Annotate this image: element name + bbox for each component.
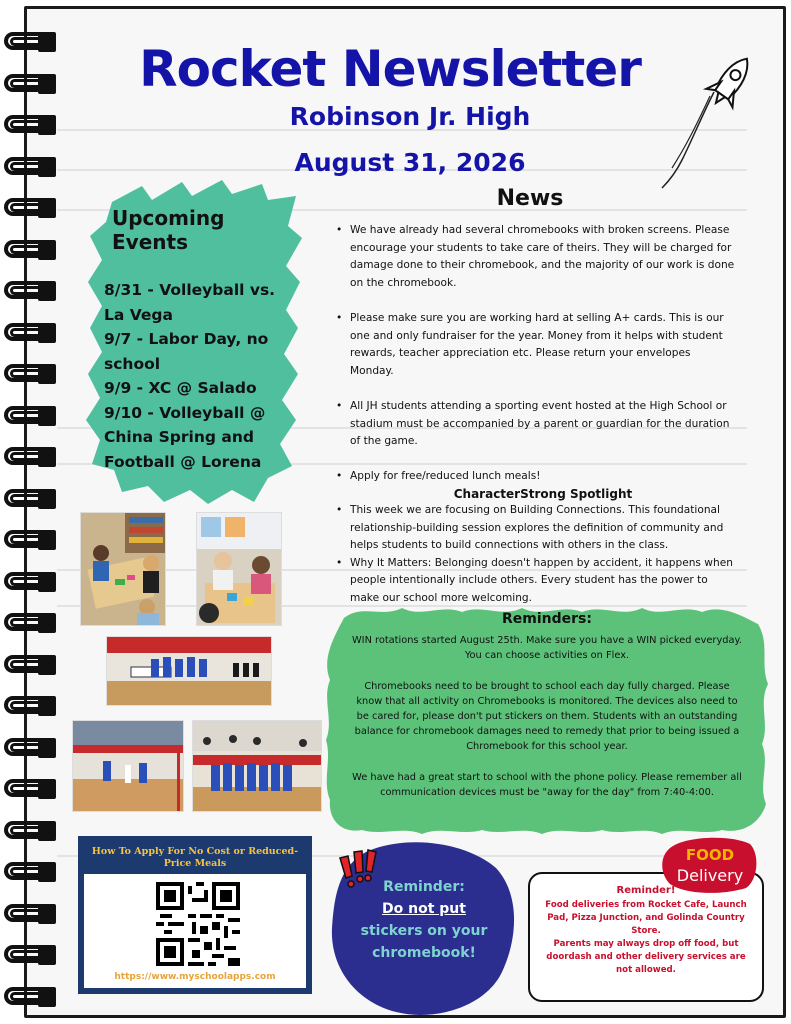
reminders-section [350,612,744,815]
event-item: 8/31 - Volleyball vs. La Vega [104,281,276,324]
newsletter-title: Rocket Newsletter [139,40,641,98]
food-reminder-heading: Reminder! [616,885,676,896]
sticker-reminder-label: Reminder: [383,879,465,895]
spotlight-item: • Why It Matters: Belonging doesn't happen by accident, it happens when people intentionally include others. Every student has the power to make our school more welcoming. [336,555,736,608]
volleyball-game-photo [72,720,184,812]
spiral-ring [4,321,64,345]
spotlight-heading: CharacterStrong Spotlight [453,486,633,501]
spiral-ring [4,819,64,843]
reminder-paragraph: Chromebooks need to be brought to school each day fully charged. Please know that all activity on Chromebooks is monitored. The devices also need to be cared for, please don't put stickers on them. Students with an outstanding balance for chromebook damages need to remedy that prior to being issued a Chromebook for this school year. [354,680,740,753]
sticker-reminder-emphasis: Do not put [382,901,466,917]
spiral-ring [4,487,64,511]
spiral-ring [4,445,64,469]
spiral-ring [4,30,64,54]
spiral-ring [4,404,64,428]
classroom-photo [196,512,282,626]
food-reminder-line: Food deliveries from Rocket Cafe, Launch Pad, Pizza Junction, and Golinda Country Store. [545,900,747,936]
sticker-reminder [354,876,494,964]
news-item: • All JH students attending a sporting event hosted at the High School or stadium must be accompanied by a parent or guardian for the duration of the game. [336,398,736,451]
event-item: 9/9 - XC @ Salado [104,379,257,397]
reminder-paragraph: We have had a great start to school with the phone policy. Please remember all communication devices must be "away for the day" from 7:40-4:00. [352,771,742,798]
spiral-ring [4,362,64,386]
spiral-ring [4,777,64,801]
delivery-badge-text: Delivery [676,866,744,885]
spiral-ring [4,736,64,760]
spiral-ring [4,985,64,1009]
spiral-ring [4,611,64,635]
meal-application-card[interactable] [78,836,312,994]
events-heading: Upcoming Events [112,206,225,254]
spotlight-item: • This week we are focusing on Building Connections. This foundational relationship-building session explores the definition of community and helps students to build connections with others in the class. [336,502,736,555]
qr-card-url[interactable]: https://www.myschoolapps.com [114,972,276,982]
sticker-reminder-text: stickers on your chromebook! [360,923,488,961]
spiral-ring [4,694,64,718]
qr-card-heading: How To Apply For No Cost or Reduced-Price Meals [84,842,306,874]
news-section [336,222,736,607]
spiral-ring [4,155,64,179]
rocket-icon [652,50,762,190]
spiral-ring [4,653,64,677]
news-heading: News [496,186,564,211]
news-item: • Please make sure you are working hard at selling A+ cards. This is our one and only fundraiser for the year. Money from it helps with student rewards, teacher appreciation etc. Please return your envelopes Monday. [336,310,736,380]
spiral-ring [4,860,64,884]
issue-date: August 31, 2026 [294,148,526,177]
food-badge-text: FOOD [685,846,735,864]
spiral-ring [4,570,64,594]
upcoming-events [104,206,296,474]
food-delivery-badge-icon [660,834,760,894]
reminders-heading: Reminders: [502,611,592,627]
team-huddle-photo [192,720,322,812]
news-item: • We have already had several chromebooks with broken screens. Please encourage your students to take care of theirs. They will be charged for damage done to their chromebook, and the majority of our work is done on the chromebook. [336,222,736,292]
event-item: 9/10 - Volleyball @ China Spring and Football @ Lorena [104,403,266,471]
reminder-paragraph: WIN rotations started August 25th. Make sure you have a WIN picked everyday. You can choose activities on Flex. [352,635,742,662]
spiral-ring [4,279,64,303]
volleyball-photo [106,636,272,706]
school-name: Robinson Jr. High [289,102,531,131]
spiral-ring [4,72,64,96]
food-reminder-line: Parents may always drop off food, but doordash and other delivery services are not allowed. [546,939,746,975]
spiral-ring [4,943,64,967]
event-item: 9/7 - Labor Day, no school [104,330,269,373]
spiral-ring [4,902,64,926]
qr-code-icon[interactable] [156,882,240,966]
spiral-ring [4,238,64,262]
spiral-ring [4,113,64,137]
news-item: • Apply for free/reduced lunch meals! [336,468,736,486]
spiral-ring [4,528,64,552]
spiral-ring [4,196,64,220]
classroom-photo [80,512,166,626]
